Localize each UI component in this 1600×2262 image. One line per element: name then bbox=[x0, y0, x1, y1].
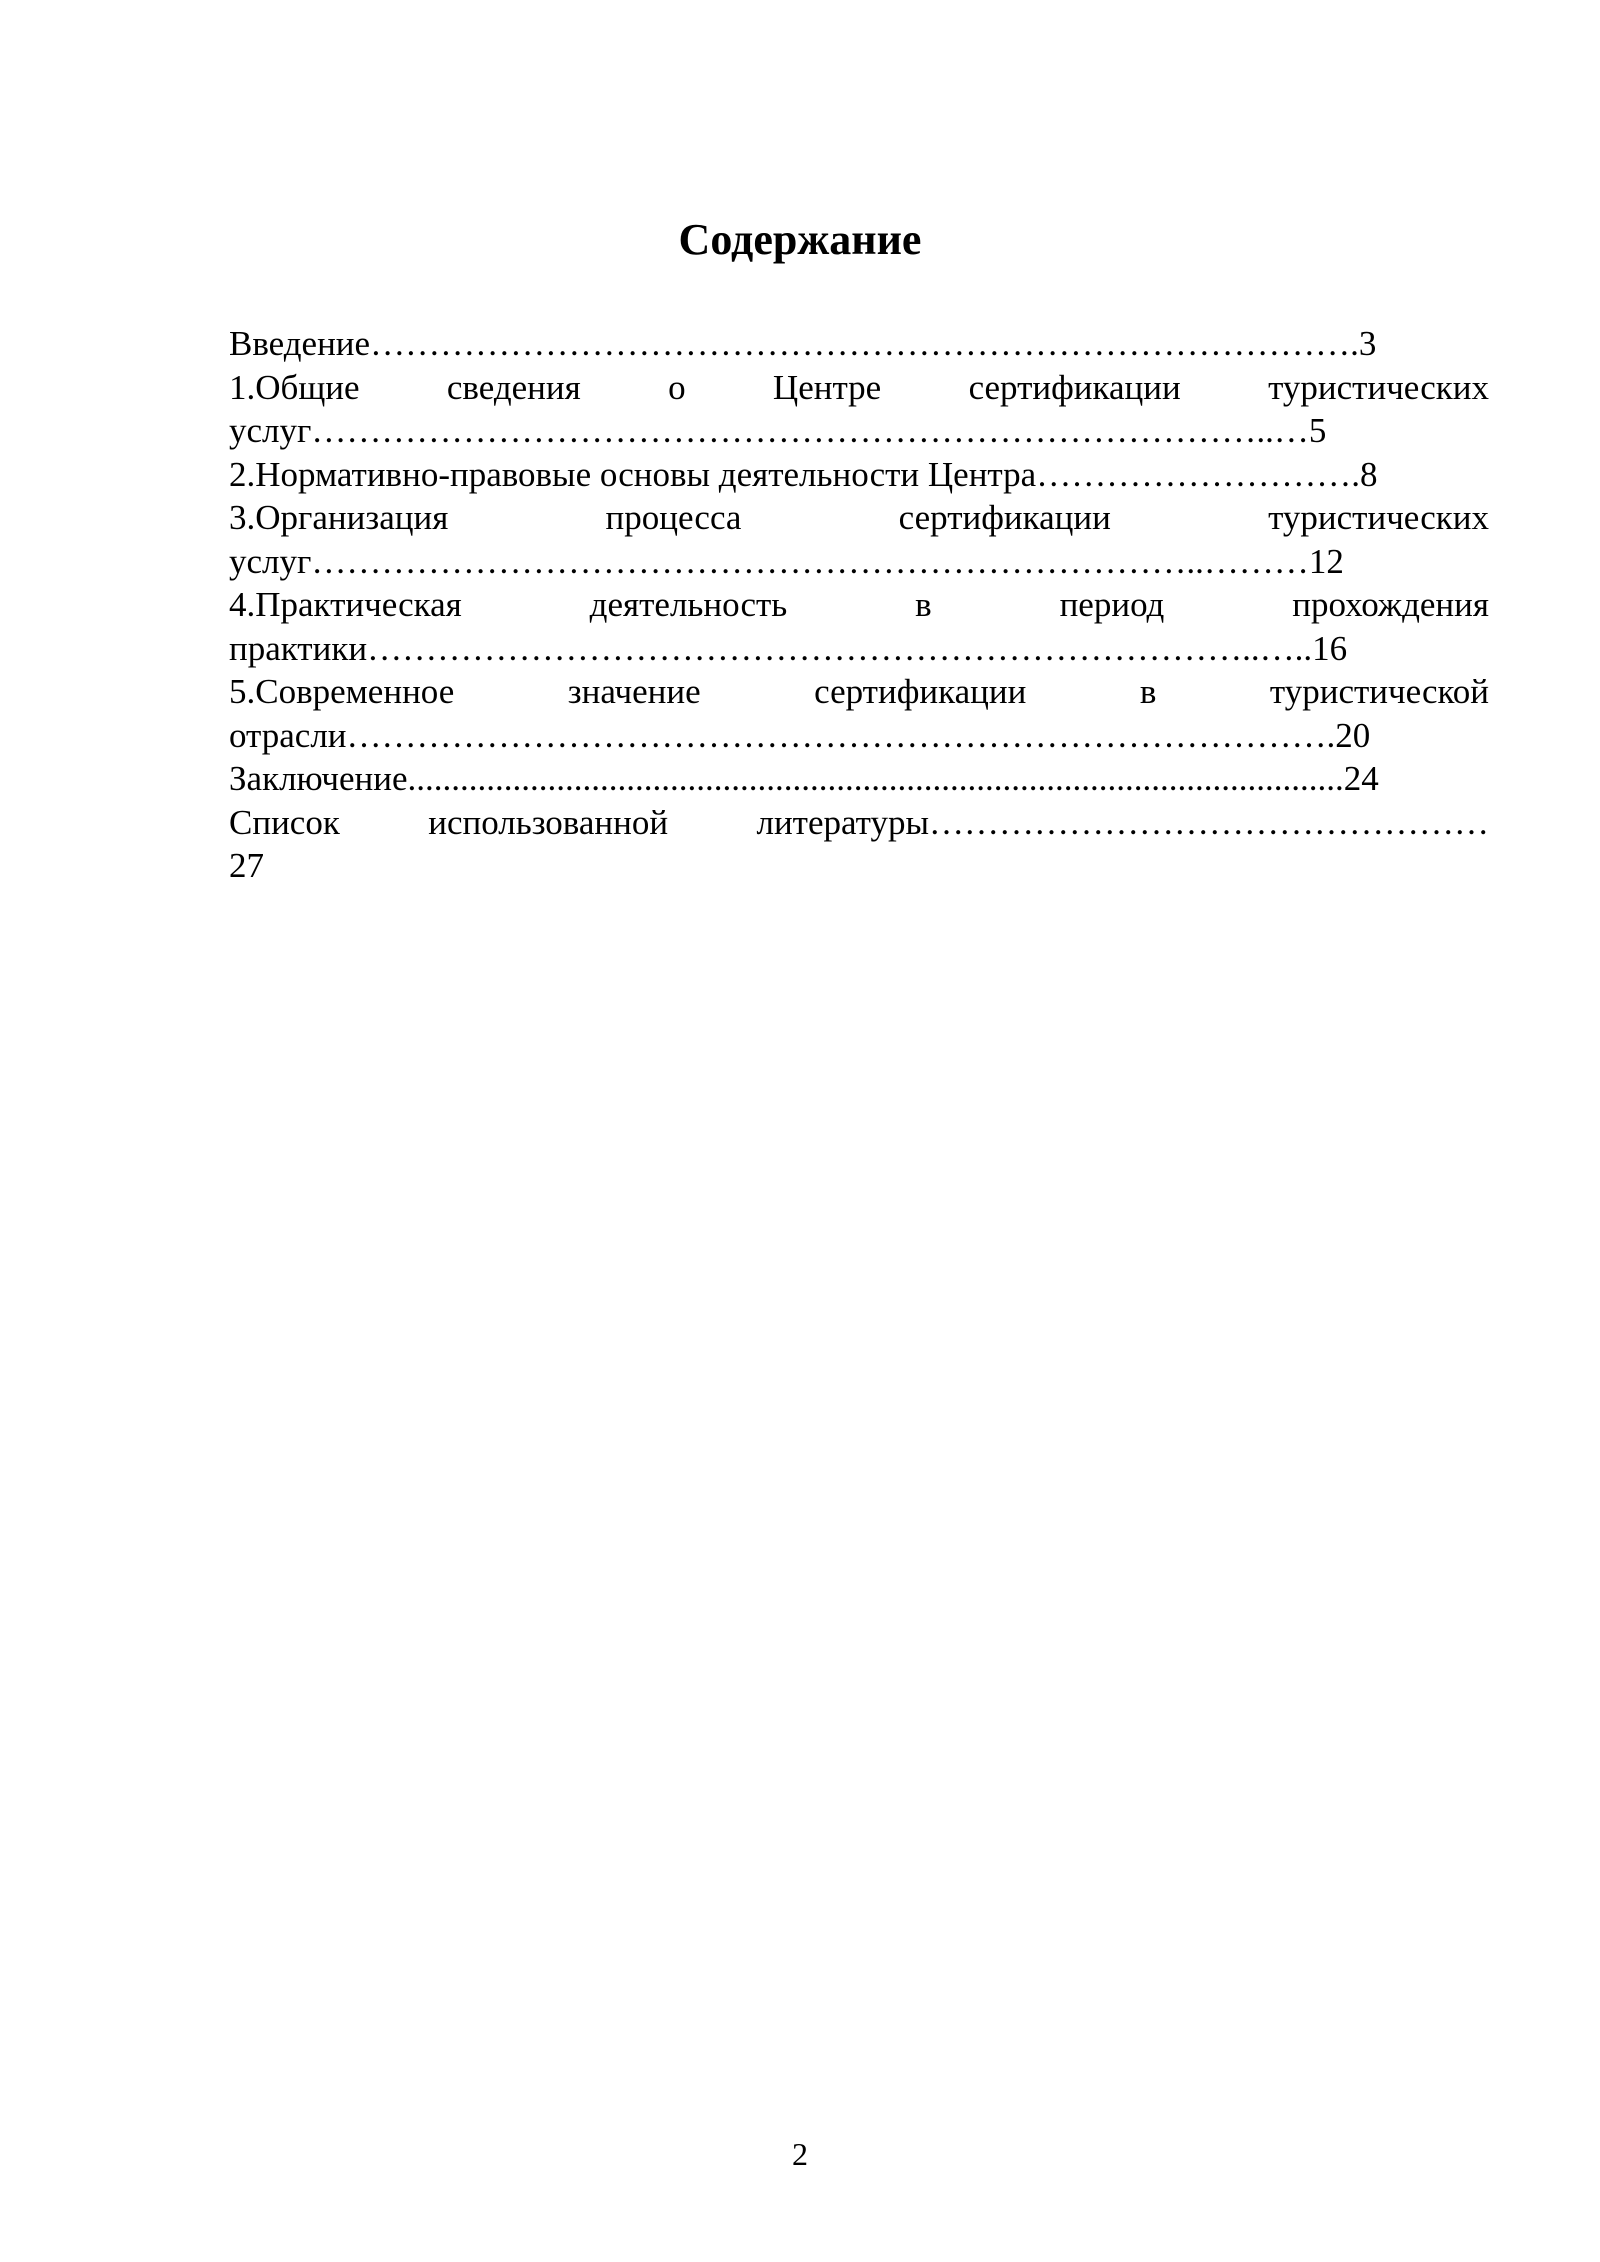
toc-entry-section-5-line-2: отрасли………………………………………………………………………….20 bbox=[229, 715, 1371, 755]
toc-entry-section-3-line-1: 3.Организация процесса сертификации туристических bbox=[229, 498, 1489, 537]
toc-entry-section-4-line-1: 4.Практическая деятельность в период прохождения bbox=[229, 585, 1489, 624]
toc-entry-section-2: 2.Нормативно-правовые основы деятельности Центра……………………….8 bbox=[229, 454, 1378, 494]
page-number: 2 bbox=[792, 2136, 808, 2172]
toc-entry-section-1-line-2: услуг………………………………………………………………………..…5 bbox=[229, 411, 1327, 450]
toc-entry-section-5-line-1: 5.Современное значение сертификации в туристической bbox=[229, 672, 1489, 711]
toc-entry-section-4-line-2: практики…………………………………………………………………..…..16 bbox=[229, 628, 1348, 668]
page-title: Содержание bbox=[678, 215, 922, 264]
toc-entry-section-3-line-2: услуг…………………………………………………………………..………12 bbox=[229, 541, 1344, 581]
toc-entry-references-line-1: Список использованной литературы………………………………………… bbox=[229, 802, 1489, 842]
table-of-contents bbox=[229, 322, 1489, 888]
toc-entry-introduction: Введение………………………………………………………………………….3 bbox=[229, 324, 1377, 363]
toc-entry-section-1-line-1: 1.Общие сведения о Центре сертификации туристических bbox=[229, 367, 1489, 407]
toc-entry-conclusion: Заключение...........................................................................................................24 bbox=[229, 759, 1379, 798]
toc-entry-references-line-2: 27 bbox=[229, 846, 264, 885]
